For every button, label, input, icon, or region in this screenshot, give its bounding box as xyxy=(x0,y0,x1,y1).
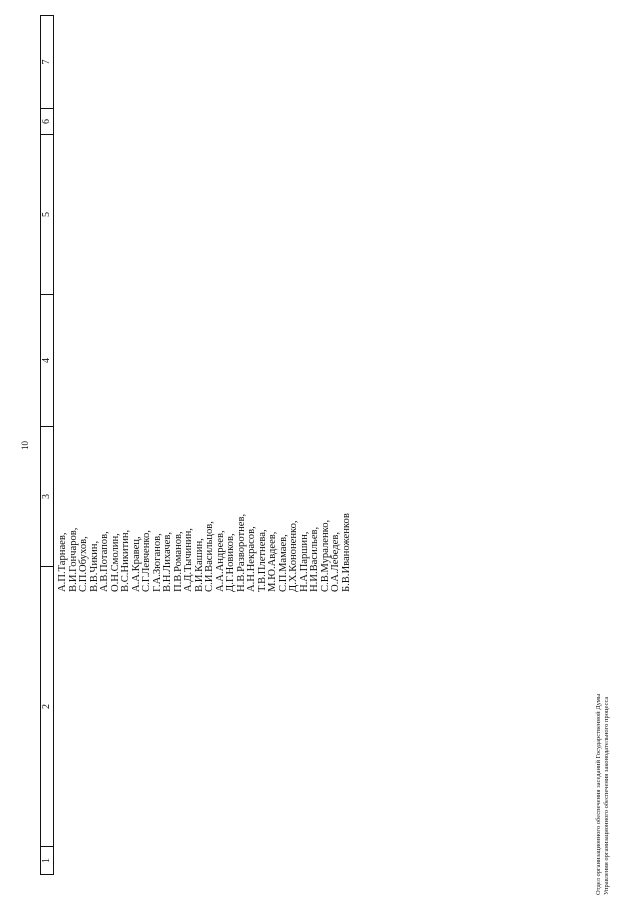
list-item: В.Н.Лихачев, xyxy=(162,532,173,592)
column-7-cell xyxy=(41,16,53,108)
list-item: С.Г.Левченко, xyxy=(141,530,152,592)
list-item: В.С.Никитин, xyxy=(120,529,131,592)
list-item: А.Н.Некрасов, xyxy=(246,526,257,592)
column-2-cell xyxy=(41,566,53,846)
footer-department xyxy=(595,694,611,895)
list-item: В.И.Кашин, xyxy=(193,538,205,592)
column-3-label: 3 xyxy=(41,494,52,499)
column-1-cell xyxy=(41,846,53,874)
list-item: В.И.Гончаров, xyxy=(67,527,79,592)
column-1-label: 1 xyxy=(41,858,52,863)
list-item: Д.Г.Новиков, xyxy=(225,533,236,592)
list-item: С.В.Мураленко, xyxy=(319,519,331,592)
list-item: С.П.Мамаев, xyxy=(277,534,289,592)
column-5-cell xyxy=(41,134,53,294)
column-5-label: 5 xyxy=(41,212,52,217)
list-item: Н.А.Паршин, xyxy=(298,531,310,592)
column-2-label: 2 xyxy=(41,704,52,709)
column-3-cell xyxy=(41,426,53,566)
list-item: А.А.Андреев, xyxy=(214,530,226,592)
page-number: 10 xyxy=(20,441,30,450)
list-item: Т.В.Плетнева, xyxy=(256,529,268,592)
list-item: О.А.Лебедев, xyxy=(330,532,341,592)
list-item: П.В.Романов, xyxy=(172,531,184,592)
list-item: О.Н.Смолин, xyxy=(109,533,121,592)
list-item: Н.В.Разворотнев, xyxy=(235,513,247,592)
list-item: С.И.Васильцов, xyxy=(204,521,215,592)
column-6-label: 6 xyxy=(41,119,52,124)
list-item: А.Д.Тычинин, xyxy=(183,528,194,592)
list-item: Д.Х.Кононенко, xyxy=(288,520,299,592)
list-item: В.В.Чикин, xyxy=(88,540,100,592)
list-item: А.П.Тарнаев, xyxy=(57,532,68,592)
column-header-table xyxy=(40,15,54,875)
column-7-label: 7 xyxy=(41,59,52,65)
column-6-cell xyxy=(41,108,53,134)
list-item: Г.А.Зюганов, xyxy=(151,533,163,592)
list-item: А.В.Потапов, xyxy=(99,531,110,592)
footer-line-1: Отдел организационного обеспечения заседаний Государственной Думы xyxy=(595,693,602,895)
list-item: М.Ю.Авдеев, xyxy=(267,531,278,592)
list-item: С.П.Обухов, xyxy=(78,536,89,592)
list-item: Б.В.Иваноженков xyxy=(340,513,352,592)
footer-line-2: Управления организационного обеспечения законодательного процесса xyxy=(603,696,610,895)
column-4-label: 4 xyxy=(41,358,52,363)
list-item: Н.И.Васильев, xyxy=(309,526,320,592)
list-item: А.А.Кравец, xyxy=(130,536,142,592)
column-4-cell xyxy=(41,294,53,426)
deputy-name-list xyxy=(58,513,352,592)
